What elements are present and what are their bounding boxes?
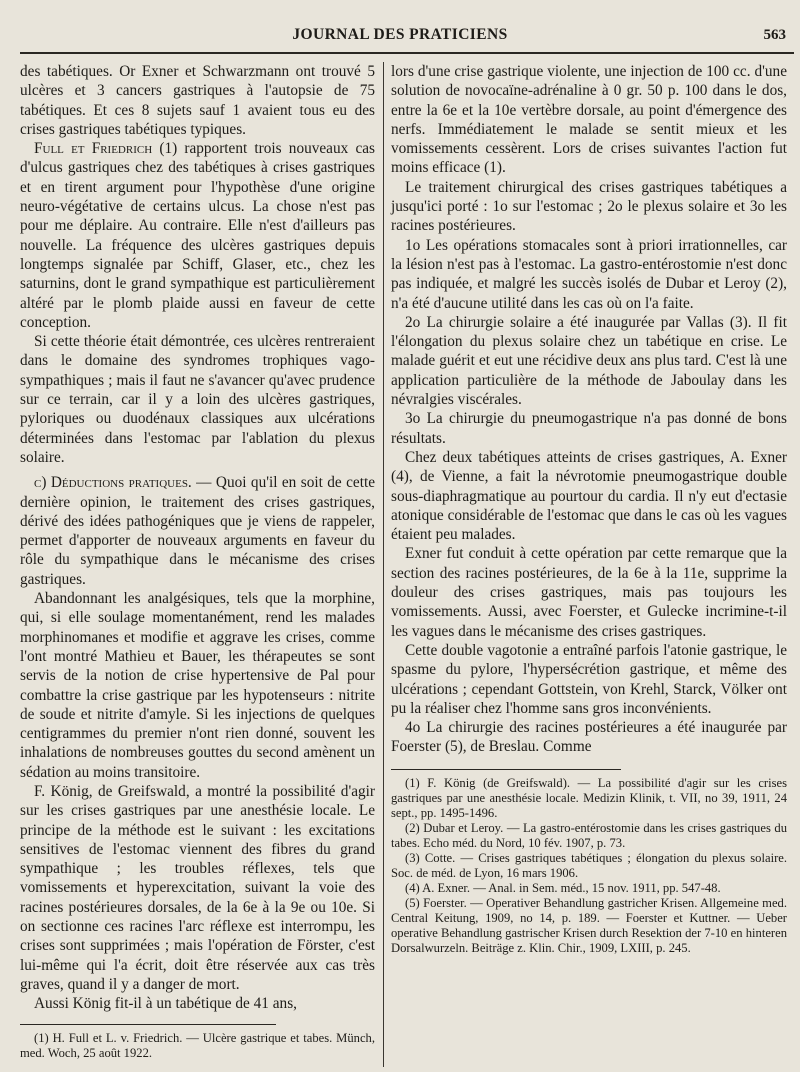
footnote-1: (1) F. König (de Greifswald). — La possibilité d'agir sur les crises gastriques par une anesthésie locale. Medizin Klinik, t. VII, no 39, 1911, 24 sept., pp. 1495-1496. [391, 775, 787, 820]
right-paragraph-3: 1o Les opérations stomacales sont à priori irrationnelles, car la lésion n'est pas à l'estomac. La gastro-entérostomie n'est donc pas indiquée, et malgré les succès isolés de Dubar et Leroy (2), n'a été d'aucune utilité dans les cas où on l'a faite. [391, 236, 787, 312]
footnote-1: (1) H. Full et L. v. Friedrich. — Ulcère gastrique et tabes. Münch, med. Woch, 25 août 1922. [20, 1030, 375, 1060]
author-names: Full et Friedrich [34, 140, 153, 158]
left-paragraph-3: Si cette théorie était démontrée, ces ulcères rentreraient dans le domaine des syndromes trophiques vago-sympathiques ; mais il faut ne s'avancer qu'avec prudence sur ce terrain, car il y a loin des ulcères gastriques, pyloriques ou duodénaux classiques aux ulcérations déterminées dans l'estomac par l'ablation du plexus solaire. [20, 333, 375, 466]
right-paragraph-4: 2o La chirurgie solaire a été inaugurée par Vallas (3). Il fit l'élongation du plexus solaire chez un tabétique en crise. Le malade guérit et eut une récidive deux ans plus tard. C'est là une application particulière de la méthode de Jaboulay dans les névralgies viscérales. [391, 313, 787, 409]
left-paragraph-6: F. König, de Greifswald, a montré la possibilité d'agir sur les crises gastriques par une anesthésie locale. Le principe de la méthode est le suivant : les excitations sensitives de l'estomac viennent des fibres du grand sympathique ; les troubles réflexes, tels que vomissements et hyperexcitation, suivant la voie des racines postérieures dorsales, de la 6e à la 9e ou 10e. Si on sectionne ces racines l'arc réflexe est interrompu, les crises sont supprimées ; mais l'opération de Förster, c'est lui-même qui l'a écrit, doit être réservée aux cas très graves, quand il y a danger de mort. [20, 782, 375, 993]
right-paragraph-6: Chez deux tabétiques atteints de crises gastriques, A. Exner (4), de Vienne, a fait la névrotomie pneumogastrique double sous-diaphragmatique au pourtour du cardia. Il n'y eut d'ectasie atonique considérable de l'estomac que dans le cas où les vagues étaient peu malades. [391, 448, 787, 544]
right-paragraph-9: 4o La chirurgie des racines postérieures a été inaugurée par Foerster (5), de Breslau. Comme [391, 719, 787, 756]
right-paragraph-7: Exner fut conduit à cette opération par cette remarque que la section des racines postérieures, de la 6e à la 11e, supprime la douleur des crises gastriques, mais pas toujours les vomissements. Aussi, avec Foerster, et Gulecke incrimine-t-il les vagues dans le mécanisme des crises gastriques. [391, 545, 787, 640]
section-heading: c) Déductions pratiques. [34, 474, 192, 492]
right-paragraph-5: 3o La chirurgie du pneumogastrique n'a pas donné de bons résultats. [391, 410, 787, 447]
left-paragraph-2 [20, 139, 375, 332]
footnote-4: (4) A. Exner. — Anal. in Sem. méd., 15 nov. 1911, pp. 547-48. [405, 880, 721, 895]
footnote-rule [20, 1024, 276, 1025]
column-divider [383, 62, 384, 1067]
left-paragraph-4 [20, 473, 375, 589]
running-head [0, 26, 800, 48]
left-paragraph-5: Abandonnant les analgésiques, tels que la morphine, qui, si elle soulage momentanément, rend les malades morphinomanes et modifie et aggrave les crises, comme l'ont montré Mathieu et Bauer, les thérapeutes se sont servis de la notion de crise hypertensive de Pal pour combattre la crise gastrique par les hypotenseurs : nitrite de soude et nitrite d'amyle. Si les injections de quelques centigrammes du premier n'ont rien donné, souvent les inhalations de nombreuses gouttes du second amènent un sédation au moins transitoire. [20, 590, 375, 781]
left-paragraph-2-text: (1) rapportent trois nouveaux cas d'ulcus gastriques chez des tabétiques à crises gastriques et en tirent argument pour l'hypothèse d'une origine neuro-végétative de certains ulcus. La chose n'est pas pour me déplaire. Au contraire. Elle n'est d'ailleurs pas nouvelle. La fréquence des ulcères gastriques depuis longtemps signalée par Schiff, Glaser, etc., chez les saturnins, dont le grand sympathique est particulièrement altéré par le plomb plaide aussi en faveur de cette conception. [20, 140, 375, 331]
right-footnotes [391, 776, 787, 956]
journal-title: JOURNAL DES PRATICIENS [292, 26, 508, 43]
right-column [391, 62, 787, 956]
left-paragraph-7: Aussi König fit-il à un tabétique de 41 ans, [34, 995, 297, 1013]
right-paragraph-8: Cette double vagotonie a entraîné parfois l'atonie gastrique, le spasme du pylore, l'hypersécrétion gastrique, et même des ulcérations ; cependant Gottstein, von Krehl, Starck, Völker ont pu la réaliser chez l'homme sans gros inconvénients. [391, 641, 787, 717]
header-rule [20, 52, 794, 54]
footnote-2: (2) Dubar et Leroy. — La gastro-entérostomie dans les crises gastriques du tabes. Echo méd. du Nord, 10 fév. 1907, p. 73. [391, 820, 787, 850]
left-paragraph-4-text: — Quoi qu'il en soit de cette dernière opinion, le traitement des crises gastriques, dérivé des idées pathogéniques que je viens de rappeler, permet d'apporter de nouveaux arguments en faveur du rôle du sympathique dans le mécanisme des crises gastriques. [20, 474, 375, 588]
page-number: 563 [763, 27, 786, 43]
right-paragraph-1: lors d'une crise gastrique violente, une injection de 100 cc. d'une solution de novocaïne-adrénaline à 0 gr. 50 p. 100 dans le dos, entre la 6e et la 10e vertèbre dorsale, au point d'émergence des nerfs. Immédiatement le malade se sentit mieux et les vomissements cessèrent. Lors de crises suivantes l'action fut moins efficace (1). [391, 63, 787, 177]
right-paragraph-2: Le traitement chirurgical des crises gastriques tabétiques a jusqu'ici porté : 1o sur l'estomac ; 2o le plexus solaire et 3o les racines postérieures. [391, 178, 787, 235]
footnote-3: (3) Cotte. — Crises gastriques tabétiques ; élongation du plexus solaire. Soc. de méd. de Lyon, 16 mars 1906. [391, 850, 787, 880]
footnote-rule [391, 769, 621, 770]
left-paragraph-1: des tabétiques. Or Exner et Schwarzmann ont trouvé 5 ulcères et 3 cancers gastriques à l'autopsie de 75 tabétiques. Et ces 8 sujets sauf 1 avaient tous eu des crises gastriques tabétiques typiques. [20, 63, 375, 138]
left-column [20, 62, 375, 1061]
left-footnotes [20, 1031, 375, 1061]
footnote-5: (5) Foerster. — Operativer Behandlung gastricher Krisen. Allgemeine med. Central Keitung, 1909, no 14, p. 189. — Foerster et Kuttner. — Ueber operative Behandlung gastrischer Krisen durch Resektion der 7-10 en hinteren Dorsalwurzeln. Beiträge z. Klin. Chir., 1909, LXIII, p. 245. [391, 895, 787, 955]
